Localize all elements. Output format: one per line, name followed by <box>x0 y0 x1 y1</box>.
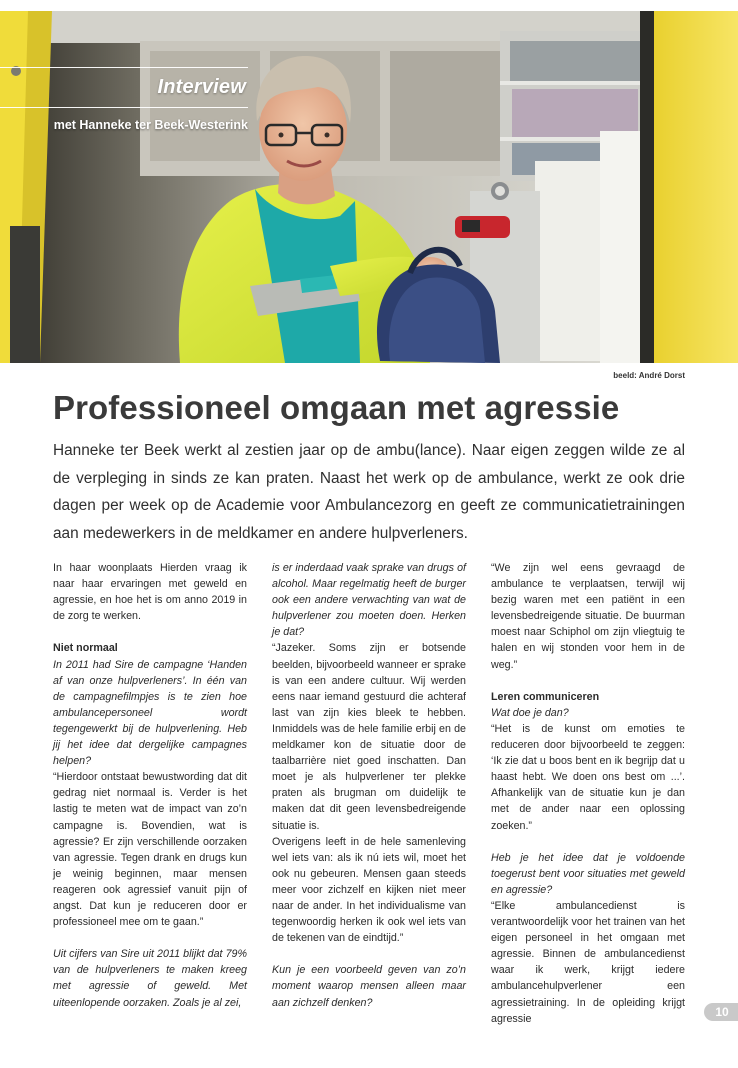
subheading-leren-communiceren: Leren communiceren <box>491 690 600 703</box>
label-top-rule <box>0 67 248 68</box>
label-bottom-rule <box>0 107 248 108</box>
question-paragraph: is er inderdaad vaak sprake van drugs of alcohol. Maar regelmatig heeft de burger ook een andere verwachting van wat de hulpverlener zou moeten doen. Herken je dat? <box>272 562 466 639</box>
question-paragraph: Heb je het idee dat je voldoende toegerust bent voor situaties met geweld en agressie? <box>491 851 685 896</box>
opening-paragraph: In haar woonplaats Hierden vraag ik naar haar ervaringen met geweld en agressie, en hoe het is om anno 2019 in de zorg te werken. <box>53 562 247 623</box>
question-paragraph: Uit cijfers van Sire uit 2011 blijkt dat 79% van de hulpverleners te maken kreeg met agressie of geweld. Met uiteenlopende oorzaken. Zoals je al zei, <box>53 948 247 1009</box>
answer-paragraph: Overigens leeft in de hele samenleving wel iets van: als ik nú iets wil, moet het ook nu gebeuren. Mensen gaan steeds meer voor zichzelf en kijken niet meer naar de ander. In het individualisme van tegenwoordig herken ik ook wel iets van de tekenen van de eindtijd.” <box>272 835 466 945</box>
article-title: Professioneel omgaan met agressie <box>53 389 620 426</box>
answer-paragraph: “Elke ambulancedienst is verantwoordelijk voor het trainen van het eigen personeel in het omgaan met agressie. Binnen de ambulancedienst waar ik werk, krijgt iedere ambulancehulpverlener een agressietraining. In de opleiding krijgt agressie <box>491 899 685 1025</box>
answer-paragraph: “Hierdoor ontstaat bewustwording dat dit gedrag niet normaal is. Verder is het lastig te meten wat de impact van zo’n campagne is. Bovendien, wat is agressie? Er zijn verschillende oorzaken van agressie. Tegen drank en drugs kun je weinig beginnen, maar mensen reageren ook agressief vanuit pijn of angst. Dat kun je reduceren door er professioneel mee om te gaan.” <box>53 771 247 929</box>
question-paragraph: Wat doe je dan? <box>491 706 569 719</box>
question-paragraph: Kun je een voorbeeld geven van zo’n moment waarop mensen alleen maar aan zichzelf denken? <box>272 964 466 1009</box>
column-1 <box>53 560 247 1011</box>
article-intro: Hanneke ter Beek werkt al zestien jaar op de ambu(lance). Naar eigen zeggen wilde ze al de verpleging in sinds ze kan praten. Naast het werk op de ambulance, werkt ze ook drie dagen per week op de Academie voor Ambulancezorg en geeft ze communicatietrainingen aan medewerkers in de meldkamer en andere hulpverleners. <box>53 442 685 542</box>
page-number-badge: 10 <box>704 1003 738 1021</box>
section-label: Interview <box>157 76 246 98</box>
interviewee-name: met Hanneke ter Beek-Westerink <box>53 118 248 132</box>
interview-label <box>0 67 248 132</box>
answer-paragraph: “Het is de kunst om emoties te reduceren door bijvoorbeeld te zeggen: ‘Ik zie dat u boos bent en ik begrijp dat u haast hebt. We doen ons best om ...’. Afhankelijk van de situatie kun je dan met de ander naar een oplossing zoeken.” <box>491 722 685 832</box>
answer-paragraph: “Jazeker. Soms zijn er botsende beelden, bijvoorbeeld wanneer er sprake is van een andere cultuur. Wij werden eens naar iemand gestuurd die achteraf last van zijn kies bleek te hebben. Inmiddels was de hele familie erbij en de meldkamer kon de situatie door de taalbarrière niet goed inschatten. Dan moet je als hulpverlener ter plekke praten als brugman om duidelijk te maken dat dit geen levensbedreigende situatie is. <box>272 642 466 832</box>
question-paragraph: In 2011 had Sire de campagne ‘Handen af van onze hulpverleners’. In één van de campagnefilmpjes is te zien hoe ambulancepersoneel wordt tegengewerkt bij de hulpverlening. Heb jij het idee dat dergelijke campagnes helpen? <box>53 658 247 768</box>
column-3 <box>491 560 685 1027</box>
column-2 <box>272 560 466 1011</box>
subheading-niet-normaal: Niet normaal <box>53 642 118 655</box>
ambulance-interior-illustration <box>0 11 738 363</box>
hero-photo <box>0 11 738 363</box>
answer-paragraph: “We zijn wel eens gevraagd de ambulance te verplaatsen, terwijl wij bezig waren met een patiënt in een levensbedreigende situatie. De buurman moest naar Schiphol om zijn vliegtuig te halen en wij stonden voor hem in de weg.” <box>491 562 685 671</box>
photo-credit: beeld: André Dorst <box>613 371 685 380</box>
